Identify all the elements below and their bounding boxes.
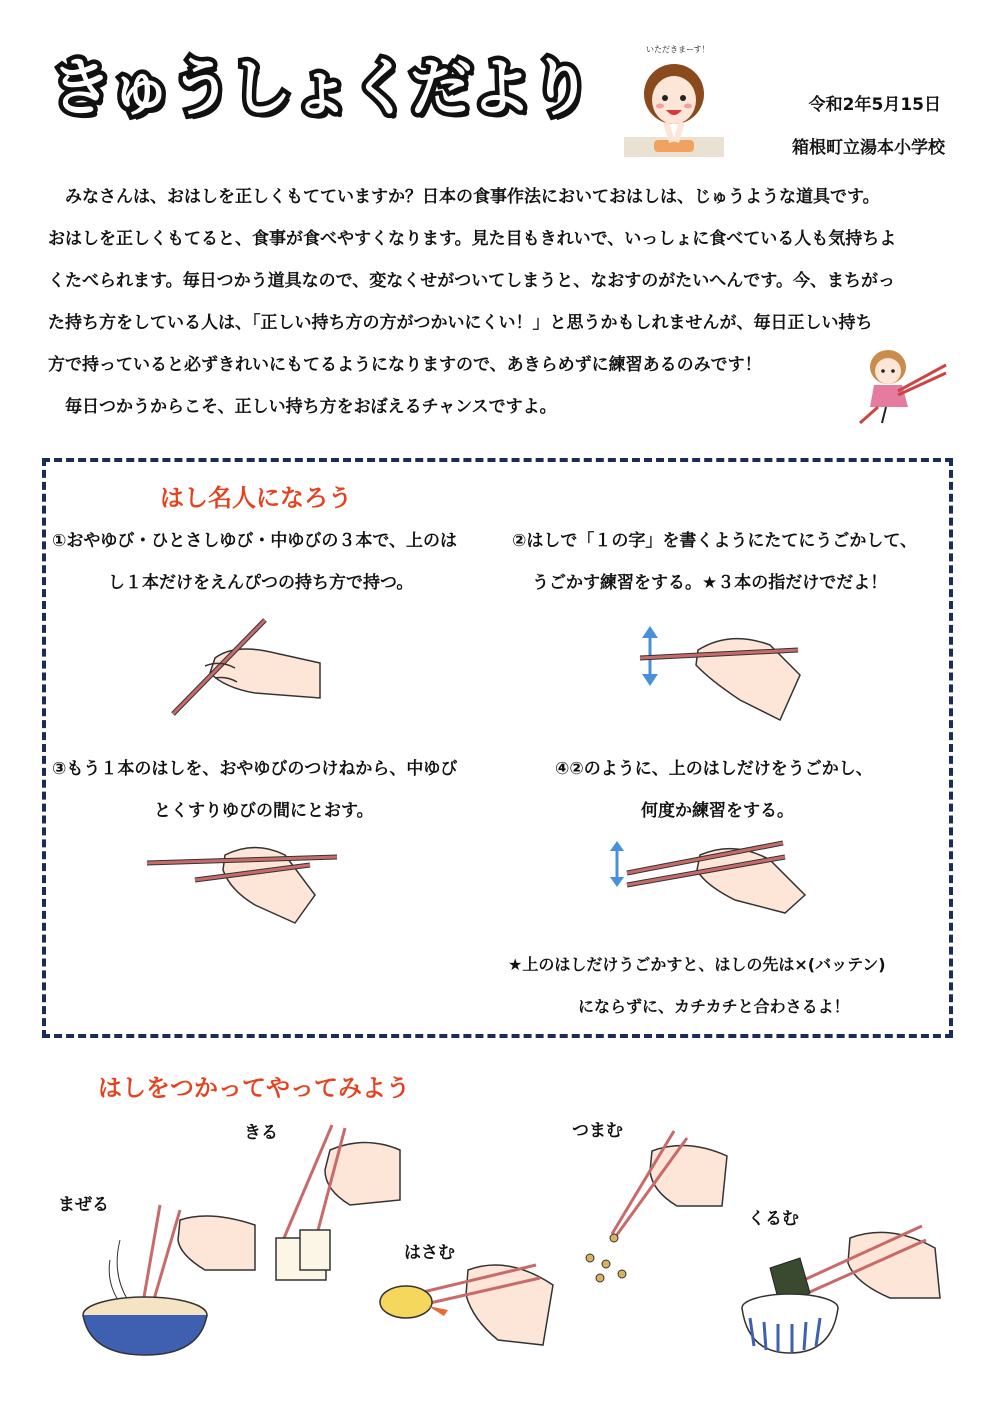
intro-line: た持ち方をしている人は、「正しい持ち方の方がつかいにくい！」と思うかもしれませんが、毎日正しい持ち (48, 313, 873, 333)
step-3-hand-illustration (145, 835, 340, 925)
step-4-line: ④②のように、上のはしだけをうごかし、 (555, 759, 873, 779)
intro-line: 毎日つかうからこそ、正しい持ち方をおぼえるチャンスですよ。 (48, 397, 557, 417)
child-eating-illustration (624, 42, 724, 160)
pinch-illustration (582, 1126, 732, 1286)
step-2-hand-illustration (630, 620, 805, 725)
step-1 (52, 520, 457, 604)
step-3-line: ③もう１本のはしを、おやゆびのつけねから、中ゆび (52, 759, 458, 779)
action-label-cut: きる (244, 1123, 278, 1143)
practice-heading: はしをつかってやってみよう (98, 1074, 410, 1102)
step-1-hand-illustration (165, 618, 325, 718)
issue-date: 令和2年5月15日 (808, 95, 941, 115)
girl-icon (624, 42, 724, 160)
girl-chopsticks-icon (856, 345, 951, 425)
wrap-illustration (740, 1218, 945, 1358)
intro-line: くたべられます。毎日つかう道具なので、変なくせがついてしまうと、なおすのがたいへんです。今、まちがっ (48, 271, 895, 291)
step-1-line: し１本だけをえんぴつの持ち方で持つ。 (108, 573, 414, 593)
intro-paragraph (48, 176, 948, 428)
step-4 (555, 748, 873, 832)
newsletter-title: きゅうしょくだより (50, 51, 591, 124)
tip-note-line: にならずに、カチカチと合わさるよ！ (578, 997, 850, 1016)
mix-illustration (80, 1200, 260, 1360)
step-2-line: ②はしで「１の字」を書くようにたてにうごかして、 (512, 531, 918, 551)
intro-line: みなさんは、おはしを正しくもてていますか？日本の食事作法においておはしは、じゅうような道具です。 (48, 187, 880, 207)
hold-illustration (378, 1250, 558, 1362)
speech-text: いただきまーす！ (646, 45, 710, 54)
school-name: 箱根町立湯本小学校 (792, 138, 945, 158)
lesson-heading: はし名人になろう (160, 484, 352, 512)
tip-note-line: ★上のはしだけうごかすと、はしの先は×(バッテン) (508, 955, 886, 974)
step-2-line: うごかす練習をする。★３本の指だけでだよ！ (532, 573, 888, 593)
step-4-hand-illustration (605, 835, 810, 915)
step-1-line: ①おやゆび・ひとさしゆび・中ゆびの３本で、上のは (52, 531, 458, 551)
intro-line: おはしを正しくもてると、食事が食べやすくなります。見た目もきれいで、いっしょに食べている人も気持ちよ (48, 229, 897, 249)
step-2 (512, 520, 917, 604)
action-label-pinch: つまむ (572, 1121, 623, 1141)
step-3-line: とくすりゆびの間にとおす。 (154, 801, 374, 821)
action-label-hold: はさむ (404, 1243, 455, 1263)
action-label-mix: まぜる (58, 1195, 109, 1215)
intro-line: 方で持っていると必ずきれいにもてるようになりますので、あきらめずに練習あるのみです！ (48, 355, 762, 375)
step-4-line: 何度か練習をする。 (641, 801, 794, 821)
step-3 (52, 748, 457, 832)
action-label-wrap: くるむ (748, 1209, 799, 1229)
tip-note (508, 944, 886, 1028)
